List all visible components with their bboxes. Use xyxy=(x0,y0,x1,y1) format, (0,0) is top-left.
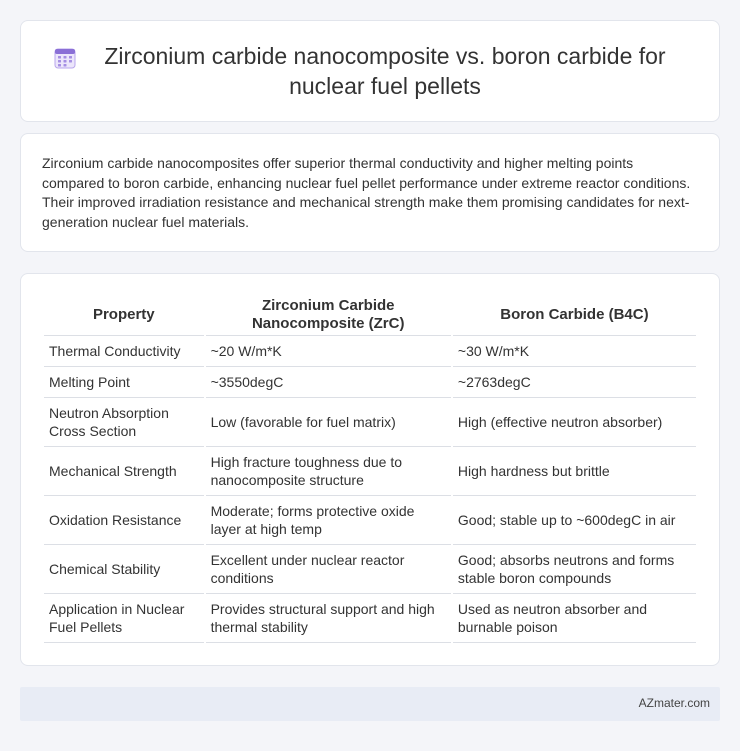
table-row xyxy=(44,447,696,496)
cell-b4c: High hardness but brittle xyxy=(453,447,696,496)
title-card xyxy=(20,20,720,122)
table-header-row xyxy=(44,294,696,336)
table-row xyxy=(44,398,696,447)
cell-b4c: High (effective neutron absorber) xyxy=(453,398,696,447)
header-zrc: Zirconium Carbide Nanocomposite (ZrC) xyxy=(206,294,451,336)
cell-zrc: Low (favorable for fuel matrix) xyxy=(206,398,451,447)
cell-b4c: Good; absorbs neutrons and forms stable boron compounds xyxy=(453,545,696,594)
comparison-table-card xyxy=(20,273,720,666)
header-property: Property xyxy=(44,294,204,336)
cell-property: Melting Point xyxy=(44,367,204,398)
table-row xyxy=(44,336,696,367)
table-row xyxy=(44,496,696,545)
summary-text: Zirconium carbide nanocomposites offer superior thermal conductivity and higher melting points compared to boron carbide, enhancing nuclear fuel pellet performance under extreme reactor conditions. Their improved irradiation resistance and mechanical strength make them promising candidates for next-generation nuclear fuel materials. xyxy=(42,155,691,230)
cell-property: Oxidation Resistance xyxy=(44,496,204,545)
cell-zrc: Excellent under nuclear reactor conditions xyxy=(206,545,451,594)
cell-zrc: ~20 W/m*K xyxy=(206,336,451,367)
comparison-table xyxy=(42,294,698,643)
cell-property: Chemical Stability xyxy=(44,545,204,594)
cell-zrc: Moderate; forms protective oxide layer at high temp xyxy=(206,496,451,545)
cell-b4c: Good; stable up to ~600degC in air xyxy=(453,496,696,545)
summary-card xyxy=(20,133,720,252)
cell-b4c: ~2763degC xyxy=(453,367,696,398)
page-title: Zirconium carbide nanocomposite vs. boron carbide for nuclear fuel pellets xyxy=(104,43,666,99)
cell-property: Application in Nuclear Fuel Pellets xyxy=(44,594,204,643)
cell-zrc: Provides structural support and high thermal stability xyxy=(206,594,451,643)
cell-property: Thermal Conductivity xyxy=(44,336,204,367)
table-row xyxy=(44,594,696,643)
cell-b4c: ~30 W/m*K xyxy=(453,336,696,367)
cell-zrc: High fracture toughness due to nanocomposite structure xyxy=(206,447,451,496)
header-b4c: Boron Carbide (B4C) xyxy=(453,294,696,336)
cell-zrc: ~3550degC xyxy=(206,367,451,398)
cell-b4c: Used as neutron absorber and burnable poison xyxy=(453,594,696,643)
table-row xyxy=(44,367,696,398)
footer-bar xyxy=(20,687,720,721)
cell-property: Mechanical Strength xyxy=(44,447,204,496)
footer-brand: AZmater.com xyxy=(638,696,710,710)
cell-property: Neutron Absorption Cross Section xyxy=(44,398,204,447)
table-row xyxy=(44,545,696,594)
